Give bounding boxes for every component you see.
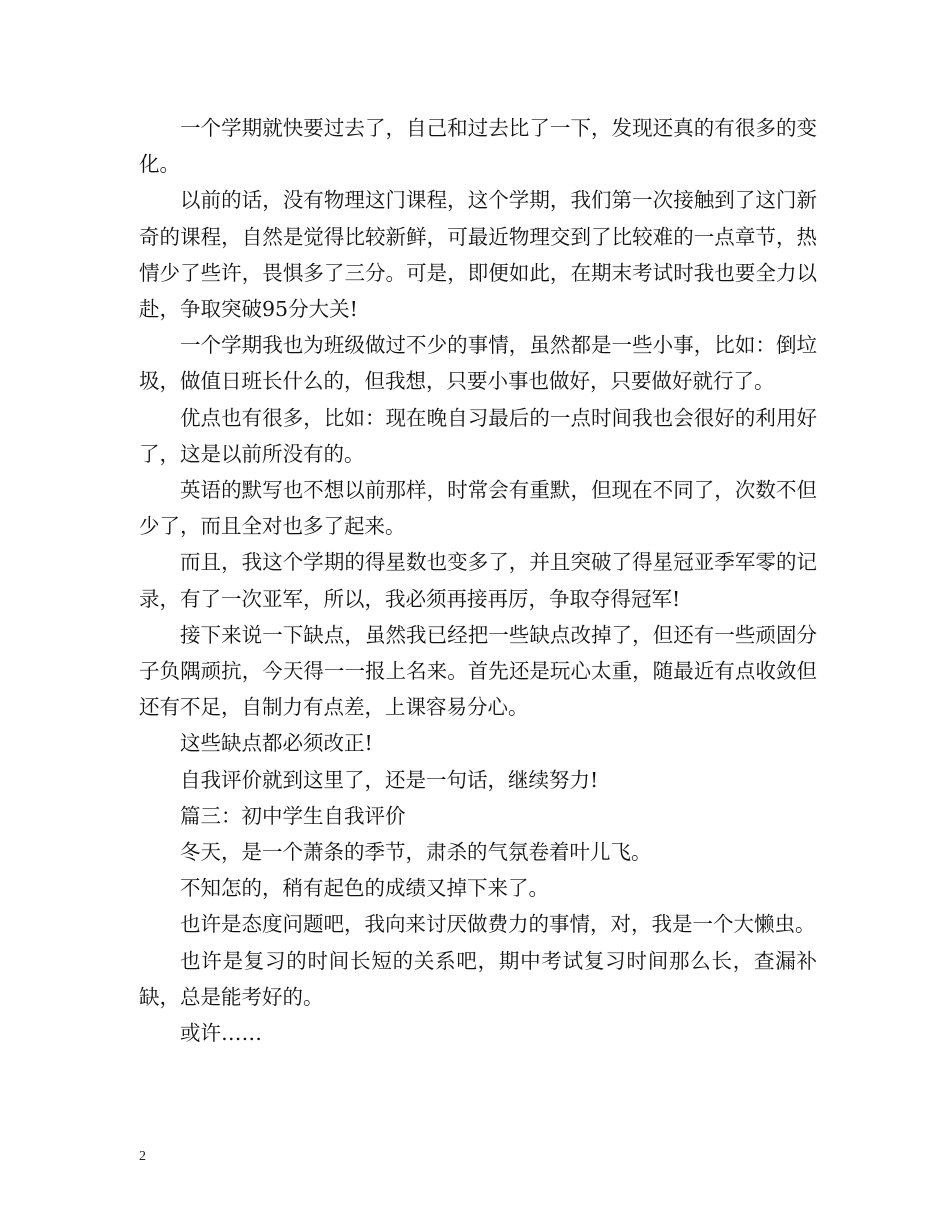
section-heading: 篇三：初中学生自我评价 — [180, 803, 406, 828]
paragraph: 而且，我这个学期的得星数也变多了，并且突破了得星冠亚季军零的记录，有了一次亚军，所以，我必须再接再厉，争取夺得冠军! — [139, 550, 817, 611]
paragraph: 以前的话，没有物理这门课程，这个学期，我们第一次接触到了这门新奇的课程，自然是觉得比较新鲜，可最近物理交到了比较难的一点章节，热情少了些许，畏惧多了三分。可是，即便如此，在期末考试时我也要全力以赴，争取突破95分大关! — [139, 188, 817, 322]
paragraph: 也许是复习的时间长短的关系吧，期中考试复习时间那么长，查漏补缺，总是能考好的。 — [139, 948, 817, 1009]
paragraph: 优点也有很多，比如：现在晚自习最后的一点时间我也会很好的利用好了，这是以前所没有的。 — [139, 405, 817, 466]
page-body — [139, 110, 817, 1051]
paragraph: 这些缺点都必须改正! — [180, 731, 373, 756]
paragraph: 一个学期就快要过去了，自己和过去比了一下，发现还真的有很多的变化。 — [139, 116, 817, 177]
paragraph: 或许…… — [180, 1021, 262, 1046]
page-number: 2 — [139, 1149, 146, 1164]
paragraph: 接下来说一下缺点，虽然我已经把一些缺点改掉了，但还有一些顽固分子负隅顽抗，今天得一一报上名来。首先还是玩心太重，随最近有点收敛但还有不足，自制力有点差，上课容易分心。 — [139, 622, 817, 720]
paragraph: 自我评价就到这里了，还是一句话，继续努力! — [180, 767, 599, 792]
paragraph: 冬天，是一个萧条的季节，肃杀的气氛卷着叶儿飞。 — [180, 840, 652, 865]
paragraph: 不知怎的，稍有起色的成绩又掉下来了。 — [180, 876, 549, 901]
paragraph: 英语的默写也不想以前那样，时常会有重默，但现在不同了，次数不但少了，而且全对也多了起来。 — [139, 478, 817, 539]
paragraph: 一个学期我也为班级做过不少的事情，虽然都是一些小事，比如：倒垃圾，做值日班长什么的，但我想，只要小事也做好，只要做好就行了。 — [139, 333, 817, 394]
paragraph: 也许是态度问题吧，我向来讨厌做费力的事情，对，我是一个大懒虫。 — [180, 912, 816, 937]
